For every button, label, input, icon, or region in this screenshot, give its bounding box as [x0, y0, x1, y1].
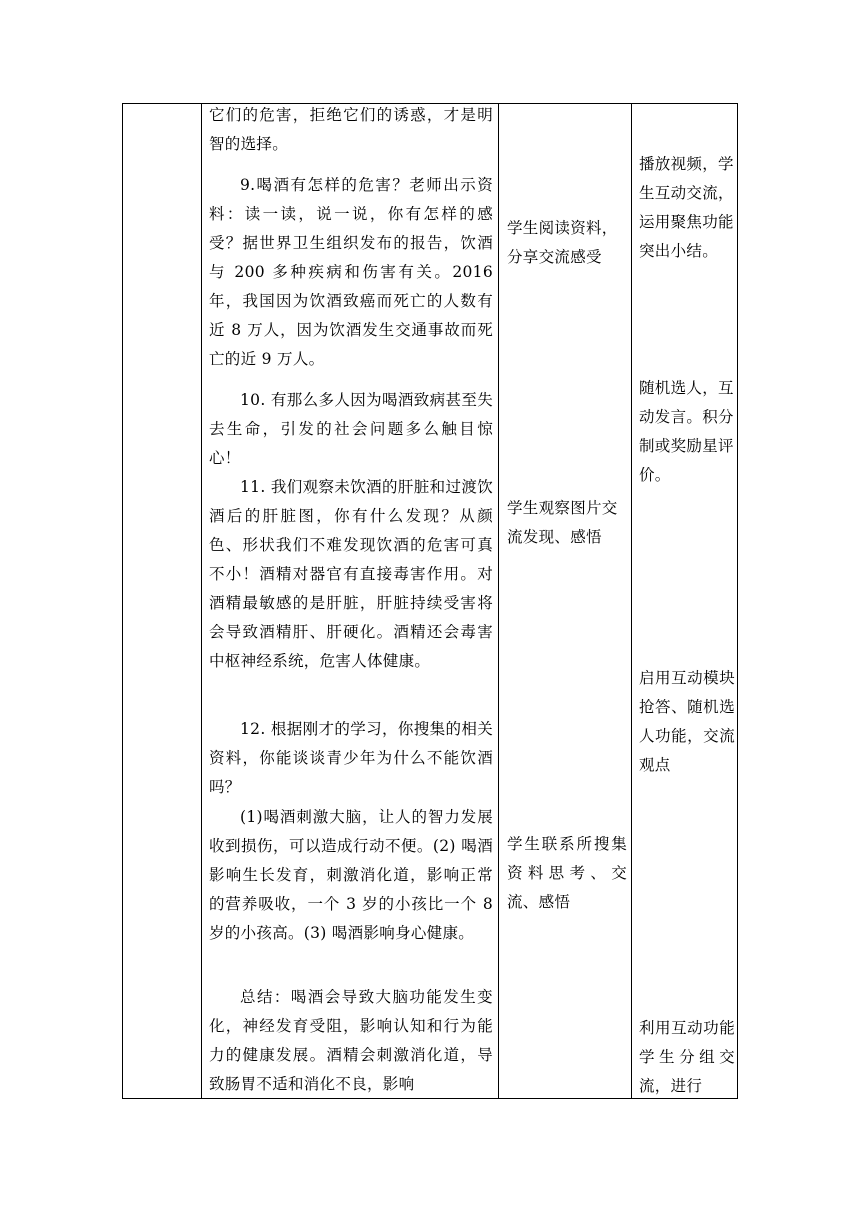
intent-text: 随机选人，互动发言。积分制或奖励星评价。: [639, 379, 734, 484]
activity-text: 学生观察图片交流发现、感悟: [507, 499, 618, 546]
content-paragraph: 11. 我们观察未饮酒的肝脏和过渡饮酒后的肝脏图，你有什么发现？从颜色、形状我们不难发现饮酒的危害可真不小！酒精对器官有直接毒害作用。对酒精最敏感的是肝脏，肝脏持续受害将会导致酒精肝、肝硬化。酒精还会毒害中枢神经系统，危害人体健康。: [209, 478, 493, 670]
stage-column: [123, 104, 201, 1098]
intent-text: 利用互动功能学生分组交流，进行: [639, 1019, 735, 1095]
student-activity-column: [499, 104, 631, 1098]
content-paragraph: 总结：喝酒会导致大脑功能发生变化，神经发育受阻，影响认知和行为能力的健康发展。酒精会刺激消化道，导致肠胃不适和消化不良，影响: [209, 988, 493, 1093]
content-paragraph: 12. 根据刚才的学习，你搜集的相关资料，你能谈谈青少年为什么不能饮酒吗？: [209, 720, 493, 796]
intent-text: 播放视频，学生互动交流，运用聚焦功能突出小结。: [639, 155, 734, 260]
teaching-content-column: [201, 104, 498, 1098]
content-paragraph: (1)喝酒刺激大脑，让人的智力发展收到损伤，可以造成行动不便。(2) 喝酒影响生长发育，刺激消化道，影响正常的营养吸收，一个 3 岁的小孩比一个 8 岁的小孩高。(3) 喝酒影响身心健康。: [209, 808, 493, 942]
activity-text: 学生联系所搜集资料思考、交流、感悟: [507, 835, 627, 911]
activity-text: 学生阅读资料，分享交流感受: [507, 219, 618, 266]
intent-text: 启用互动模块抢答、随机选人功能，交流观点: [639, 669, 735, 774]
content-paragraph: 9.喝酒有怎样的危害？老师出示资料：读一读，说一说，你有怎样的感受？据世界卫生组织发布的报告，饮酒与 200 多种疾病和伤害有关。2016 年，我国因为饮酒致癌而死亡的人数有近 8 万人，因为饮酒发生交通事故而死亡的近 9 万人。: [209, 176, 493, 368]
content-paragraph: 10. 有那么多人因为喝酒致病甚至失去生命，引发的社会问题多么触目惊心！: [209, 391, 493, 467]
lesson-table: [122, 103, 738, 1099]
content-paragraph: 它们的危害，拒绝它们的诱惑，才是明智的选择。: [209, 106, 493, 153]
design-intent-column: [632, 104, 738, 1098]
